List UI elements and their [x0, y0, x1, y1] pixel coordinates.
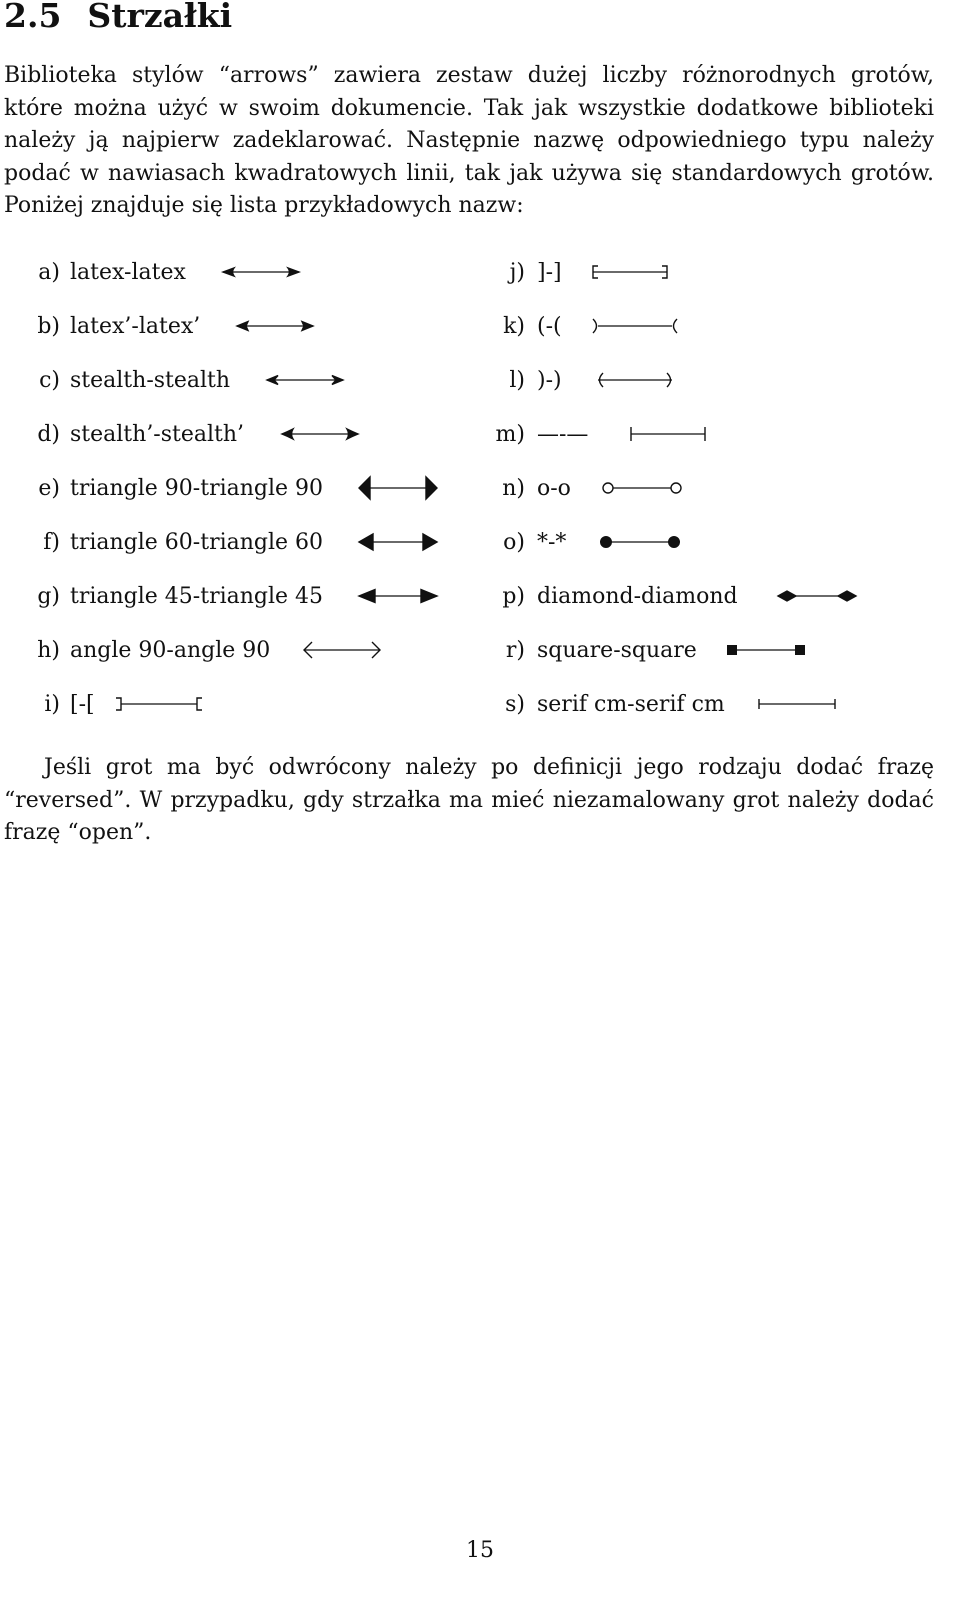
arrow-list-item — [470, 353, 940, 407]
arrow-sample — [266, 367, 344, 393]
arrow-list-item — [0, 245, 470, 299]
arrow-tip-right — [669, 537, 680, 548]
closing-paragraph: Jeśli grot ma być odwrócony należy po definicji jego rodzaju dodać frazę “reversed”. W przypadku, gdy strzałka ma mieć niezamalowany grot należy dodać frazę “open”. — [4, 755, 934, 845]
arrow-style-name: angle 90-angle 90 — [70, 637, 271, 663]
arrow-style-name: triangle 45-triangle 45 — [70, 583, 324, 609]
arrow-style-name: [-[ — [70, 691, 95, 717]
arrow-list-item — [470, 407, 940, 461]
arrow-tip-right — [288, 268, 299, 276]
arrow-list-item — [0, 677, 470, 731]
arrow-tip-right — [423, 534, 437, 550]
arrow-sample — [281, 421, 359, 447]
item-letter: k) — [503, 313, 525, 339]
arrow-tip-right — [302, 322, 313, 331]
arrow-style-name: latex-latex — [70, 259, 186, 285]
arrow-sample — [303, 637, 381, 663]
arrow-list-item — [470, 245, 940, 299]
arrow-sample — [222, 259, 300, 285]
arrow-style-name: —-— — [537, 421, 589, 447]
intro-paragraph: Biblioteka stylów “arrows” zawiera zestaw dużej liczby różnorodnych grotów, które można użyć w swoim dokumencie. Tak jak wszystkie dodatkowe biblioteki należy ją najpierw zadeklarować. Następnie nazwę odpowiedniego typu należy podać w nawiasach kwadratowych linii, tak jak używa się standardowych grotów. Poniżej znajduje się lista przykładowych nazw: — [4, 63, 934, 218]
arrow-tip-left — [116, 698, 121, 710]
arrow-tip-right — [671, 483, 681, 493]
item-letter: s) — [505, 691, 525, 717]
arrow-style-name: triangle 60-triangle 60 — [70, 529, 324, 555]
arrow-tip-left — [223, 268, 234, 276]
arrow-style-name: serif cm-serif cm — [537, 691, 725, 717]
arrow-sample — [592, 259, 668, 285]
arrow-list-right — [470, 245, 940, 731]
arrow-style-name: triangle 90-triangle 90 — [70, 475, 324, 501]
arrow-style-name: )-) — [537, 367, 562, 393]
item-letter: n) — [502, 475, 525, 501]
arrow-tip-right — [838, 591, 856, 601]
arrow-list-item — [470, 461, 940, 515]
arrow-tip-right — [347, 429, 358, 439]
arrow-sample — [726, 637, 806, 663]
item-letter: l) — [509, 367, 525, 393]
item-letter: m) — [495, 421, 525, 447]
arrow-sample — [758, 691, 836, 717]
arrow-tip-left — [359, 590, 375, 603]
arrow-tip-right — [197, 698, 202, 710]
arrow-tip-right — [421, 590, 437, 603]
arrow-style-name: latex’-latex’ — [70, 313, 201, 339]
arrow-tip-left — [593, 319, 597, 333]
arrow-tip-left — [359, 477, 370, 499]
arrow-list-item — [0, 461, 470, 515]
arrow-style-name: ]-] — [537, 259, 562, 285]
arrow-list-item — [0, 407, 470, 461]
arrow-sample — [597, 313, 673, 339]
arrow-tip-right — [674, 319, 678, 333]
section-title: Strzałki — [87, 0, 233, 35]
arrow-sample — [600, 529, 680, 555]
arrow-sample — [358, 475, 438, 501]
item-letter: d) — [37, 421, 60, 447]
arrow-style-name: (-( — [537, 313, 562, 339]
arrow-sample — [120, 691, 198, 717]
arrow-list-item — [0, 515, 470, 569]
arrow-sample — [358, 529, 438, 555]
item-letter: p) — [502, 583, 525, 609]
arrow-style-name: o-o — [537, 475, 571, 501]
section-heading — [4, 0, 232, 38]
arrow-sample — [777, 583, 857, 609]
arrow-tip-left — [282, 429, 293, 439]
arrow-list-item — [470, 515, 940, 569]
section-number: 2.5 — [4, 0, 62, 35]
arrow-style-name: diamond-diamond — [537, 583, 738, 609]
arrow-tip-left — [359, 534, 373, 550]
arrow-tip-left — [237, 322, 248, 331]
item-letter: g) — [37, 583, 60, 609]
item-letter: i) — [44, 691, 60, 717]
arrow-list-left — [0, 245, 470, 731]
item-letter: h) — [37, 637, 60, 663]
item-letter: e) — [38, 475, 60, 501]
arrow-list-item — [470, 299, 940, 353]
arrow-sample — [597, 367, 673, 393]
arrow-sample — [602, 475, 682, 501]
arrow-style-name: stealth-stealth — [70, 367, 231, 393]
arrow-tip-left — [603, 483, 613, 493]
item-letter: c) — [39, 367, 60, 393]
item-letter: b) — [37, 313, 60, 339]
arrow-style-name: *-* — [537, 529, 567, 555]
arrow-list-item — [0, 623, 470, 677]
item-letter: j) — [509, 259, 525, 285]
arrow-style-name: stealth’-stealth’ — [70, 421, 245, 447]
arrow-list-item — [0, 299, 470, 353]
item-letter: r) — [505, 637, 525, 663]
arrow-list-item — [0, 569, 470, 623]
arrow-tip-left — [727, 645, 737, 655]
item-letter: o) — [503, 529, 525, 555]
arrow-list-item — [470, 569, 940, 623]
arrow-list-item — [470, 623, 940, 677]
arrow-style-name: square-square — [537, 637, 697, 663]
item-letter: f) — [43, 529, 60, 555]
arrow-tip-left — [778, 591, 796, 601]
item-letter: a) — [38, 259, 60, 285]
page-number: 15 — [466, 1538, 494, 1563]
arrow-sample — [358, 583, 438, 609]
arrow-list-item — [0, 353, 470, 407]
arrow-tip-right — [795, 645, 805, 655]
arrow-tip-right — [426, 477, 437, 499]
arrow-sample — [236, 313, 314, 339]
arrow-list-item — [470, 677, 940, 731]
arrow-tip-left — [601, 537, 612, 548]
arrow-sample — [630, 421, 706, 447]
